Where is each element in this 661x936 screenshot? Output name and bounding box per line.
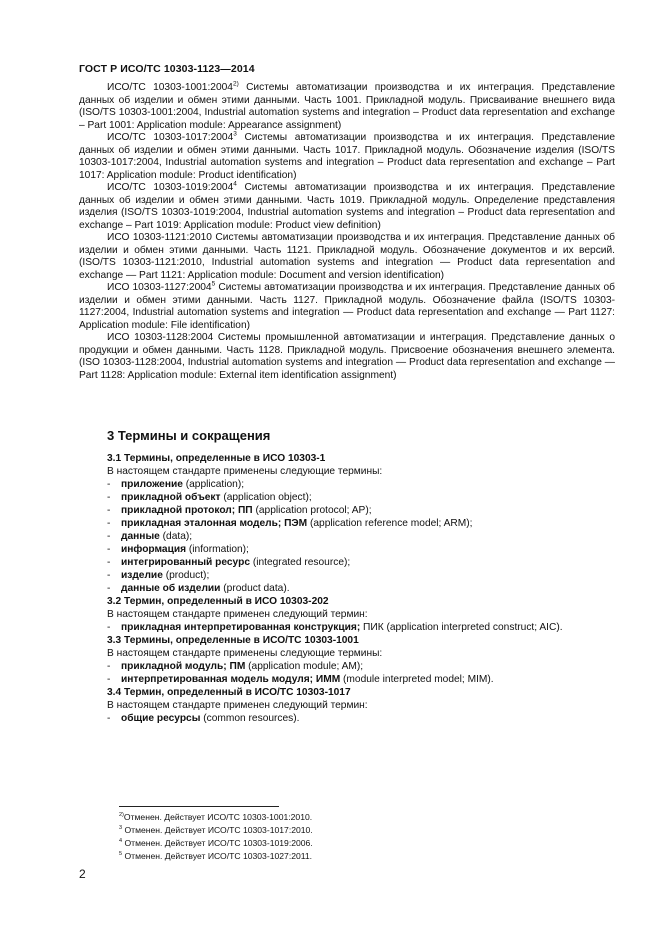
term-detail: (common resources). — [200, 713, 300, 724]
reference-entry — [79, 132, 615, 182]
term-item — [107, 478, 617, 491]
reference-text: Системы автоматизации производства и их интеграция. Представление данных об изделии и обмен этими данными. Часть 1127. Прикладной модуль. Обозначение файла (ISO/TS 10303-1127:2004, Industrial automation systems and integration — Product data representation and exchange — Part 1127: Application module: File identification) — [79, 282, 615, 331]
subsection-intro: В настоящем стандарте применены следующие термины: — [107, 466, 383, 477]
term-detail: (application module; AM); — [245, 661, 364, 672]
term-name: интерпретированная модель модуля; ИММ — [121, 674, 341, 685]
reference-text: Системы автоматизации производства и их интеграция. Представление данных об изделии и обмен этими данными. Часть 1121. Прикладной модуль. Обозначение документов и их версий. (ISO/TS 10303-1121:2010, Industrial automation systems and integration — Product data representation and exchange — Part 1121: Application module: Document and version identification) — [79, 232, 615, 281]
list-marker: - — [107, 583, 111, 594]
reference-text: Системы автоматизации производства и их интеграция. Представление данных об изделии и обмен этими данными. Часть 1019. Прикладной модуль. Определение представления изделия (ISO/TS 10303-1019:2004, Industrial automation systems and integration – Product data representation and exchange – Part 1019: Application module: Product view definition) — [79, 182, 615, 231]
term-detail: (application reference model; ARM); — [307, 518, 473, 529]
term-name: приложение — [121, 479, 183, 490]
reference-code: ИСО 10303-1128:2004 — [107, 332, 214, 343]
footnote-entry — [119, 837, 313, 850]
term-detail: (product); — [162, 570, 210, 581]
term-name: общие ресурсы — [121, 713, 201, 724]
reference-code: ИСО/ТС 10303-1001:2004 — [107, 82, 233, 93]
footnote-separator — [119, 806, 279, 807]
subsection-intro: В настоящем стандарте применены следующие термины: — [107, 648, 383, 659]
reference-entry — [79, 282, 615, 332]
term-detail: (application protocol; AP); — [252, 505, 372, 516]
term-detail: (data); — [159, 531, 193, 542]
reference-text: Системы автоматизации производства и их интеграция. Представление данных об изделии и обмен этими данными. Часть 1001. Прикладной модуль. Присваивание внешнего вида (ISO/TS 10303-1001:2004, Industrial automation systems and integration – Product data representation and exchange – Part 1001: Application module: Appearance assignment) — [79, 82, 615, 131]
term-name: прикладной модуль; ПМ — [121, 661, 246, 672]
subsection-heading: 3.3 Термины, определенные в ИСО/ТС 10303-1001 — [107, 635, 359, 646]
footnote-mark: 3 — [233, 130, 237, 138]
term-item — [107, 660, 617, 673]
term-detail: (module interpreted model; MIM). — [340, 674, 494, 685]
term-item — [107, 517, 617, 530]
term-item — [107, 491, 617, 504]
footnote-mark: 2) — [119, 812, 124, 819]
subsection-heading: 3.2 Термин, определенный в ИСО 10303-202 — [107, 596, 329, 607]
term-item — [107, 543, 617, 556]
page-number: 2 — [79, 867, 86, 881]
section-title: 3 Термины и сокращения — [107, 428, 271, 443]
subsection-intro: В настоящем стандарте применен следующий термин: — [107, 609, 368, 620]
footnote-text: Отменен. Действует ИСО/ТС 10303-1019:2006. — [122, 838, 313, 848]
reference-entry — [79, 82, 615, 132]
term-detail: (integrated resource); — [249, 557, 351, 568]
footnotes — [119, 811, 313, 863]
normative-references — [79, 82, 615, 382]
terms-section — [107, 452, 617, 725]
reference-entry — [79, 232, 615, 282]
term-name: изделие — [121, 570, 163, 581]
term-name: прикладной объект — [121, 492, 221, 503]
footnote-mark: 2) — [232, 80, 239, 88]
footnote-entry — [119, 824, 313, 837]
term-name: прикладная эталонная модель; ПЭМ — [121, 518, 308, 529]
list-marker: - — [107, 492, 111, 503]
reference-text: Системы автоматизации производства и их интеграция. Представление данных об изделии и обмен этими данными. Часть 1017. Прикладной модуль. Обозначение изделия (ISO/TS 10303-1017:2004, Industrial automation systems and integration – Product data representation and exchange – Part 1017: Application module: Product identification) — [79, 132, 615, 181]
reference-code: ИСО 10303-1127:2004 — [107, 282, 212, 293]
footnote-mark: 5 — [119, 851, 123, 858]
list-marker: - — [107, 479, 111, 490]
term-detail: (application); — [182, 479, 245, 490]
term-item — [107, 556, 617, 569]
reference-code: ИСО/ТС 10303-1019:2004 — [107, 182, 234, 193]
list-marker: - — [107, 544, 111, 555]
footnote-text: Отменен. Действует ИСО/ТС 10303-1027:2011. — [122, 851, 313, 861]
footnote-mark: 4 — [233, 180, 237, 188]
term-item — [107, 621, 617, 634]
list-marker: - — [107, 661, 111, 672]
footnote-entry — [119, 811, 313, 824]
reference-entry — [79, 182, 615, 232]
reference-text: Системы промышленной автоматизации и интеграция. Представление данных о продукции и обмен данными. Часть 1128. Прикладной модуль. Присвоение обозначения внешнего элемента. (ISO 10303-1128:2004, Industrial automation systems and integration — Product data representation and exchange — Part 1128: Application module: External item identification assignment) — [79, 332, 615, 381]
footnote-text: Отменен. Действует ИСО/ТС 10303-1017:2010. — [122, 825, 313, 835]
subsection-intro: В настоящем стандарте применен следующий термин: — [107, 700, 368, 711]
list-marker: - — [107, 674, 111, 685]
term-item — [107, 673, 617, 686]
document-header: ГОСТ Р ИСО/ТС 10303-1123—2014 — [79, 63, 255, 75]
reference-entry — [79, 332, 615, 382]
term-item — [107, 582, 617, 595]
list-marker: - — [107, 570, 111, 581]
term-name: интегрированный ресурс — [121, 557, 250, 568]
footnote-mark: 4 — [119, 838, 123, 845]
list-marker: - — [107, 622, 111, 633]
term-detail: (product data). — [220, 583, 290, 594]
subsection-heading: 3.4 Термин, определенный в ИСО/ТС 10303-1017 — [107, 687, 351, 698]
term-name: прикладной протокол; ПП — [121, 505, 253, 516]
reference-code: ИСО 10303-1121:2010 — [107, 232, 212, 243]
term-detail: (application object); — [220, 492, 312, 503]
term-name: данные — [121, 531, 160, 542]
list-marker: - — [107, 518, 111, 529]
list-marker: - — [107, 557, 111, 568]
term-item — [107, 569, 617, 582]
term-detail: (information); — [186, 544, 249, 555]
list-marker: - — [107, 713, 111, 724]
term-name: данные об изделии — [121, 583, 221, 594]
list-marker: - — [107, 505, 111, 516]
term-detail: ПИК (application interpreted construct; AIC). — [360, 622, 563, 633]
term-item — [107, 712, 617, 725]
term-item — [107, 530, 617, 543]
term-name: информация — [121, 544, 187, 555]
footnote-text: Отменен. Действует ИСО/ТС 10303-1001:2010. — [123, 812, 313, 822]
reference-code: ИСО/ТС 10303-1017:2004 — [107, 132, 234, 143]
list-marker: - — [107, 531, 111, 542]
subsection-heading: 3.1 Термины, определенные в ИСО 10303-1 — [107, 453, 326, 464]
term-item — [107, 504, 617, 517]
term-name: прикладная интерпретированная конструкция; — [121, 622, 361, 633]
footnote-entry — [119, 850, 313, 863]
footnote-mark: 5 — [211, 280, 216, 288]
footnote-mark: 3 — [119, 825, 123, 832]
